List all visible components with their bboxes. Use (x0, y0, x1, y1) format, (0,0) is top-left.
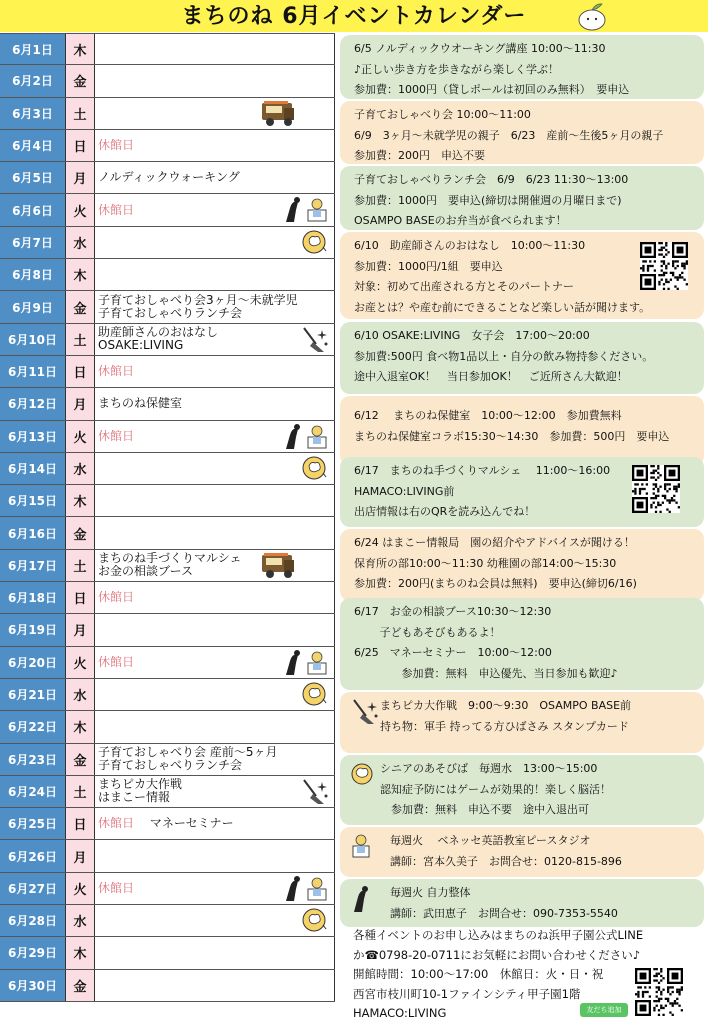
info-line: 子どもあそびもあるよ！ (354, 625, 501, 639)
weekday-cell: 火 (66, 421, 95, 452)
info-line: 参加費：1000円/1組 要申込 (354, 259, 503, 273)
info-line: 保育所の部10:00～11:30 幼稚園の部14:00～15:30 (354, 556, 617, 570)
event-label: はまこー情報 (98, 791, 171, 805)
info-line: 参加費：1000円 要申込(締切は開催週の月曜日まで) (354, 193, 622, 207)
closed-day-label: 休館日 (98, 139, 135, 153)
info-line: 出店情報は右のQRを読み込んでね！ (354, 505, 536, 518)
closed-day-label: 休館日 (98, 591, 135, 605)
info-line: 参加費：200円 申込不要 (354, 149, 485, 162)
calendar-row (0, 517, 335, 549)
info-line: まちピカ大作戦 9:00～9:30 OSAMPO BASE前 (380, 699, 632, 712)
food-truck-icon (260, 552, 298, 584)
date-cell: 6月11日 (0, 356, 66, 387)
event-cell (95, 744, 335, 775)
event-label: 子育ておしゃべり会 産前～5ヶ月 (98, 746, 278, 760)
brain-head-icon (302, 455, 328, 485)
info-line: HAMACO:LIVING前 (354, 484, 455, 498)
weekday-cell: 日 (66, 582, 95, 613)
calendar-row (0, 776, 335, 808)
event-cell (95, 776, 335, 807)
info-line: 子育ておしゃべり会 10:00～11:00 (354, 108, 531, 121)
calendar-row (0, 194, 335, 226)
info-line: 6/17 まちのね手づくりマルシェ 11:00～16:00 (354, 464, 611, 477)
info-line: OSAMPO BASEのお弁当が食べられます！ (354, 214, 567, 227)
calendar-row (0, 356, 335, 388)
qr-code[interactable] (632, 465, 680, 513)
info-line: 6/5 ノルディックウオーキング講座 10:00～11:30 (354, 42, 606, 55)
event-info-box (340, 35, 704, 99)
weekday-cell: 月 (66, 388, 95, 419)
info-line: 持ち物：軍手 持ってる方ひばさみ スタンプカード (380, 719, 629, 733)
event-info-box (340, 529, 704, 601)
info-line: 参加費：無料 申込不要 途中入退出可 (380, 803, 589, 816)
date-cell: 6月16日 (0, 517, 66, 548)
date-cell: 6月27日 (0, 873, 66, 904)
calendar-row (0, 421, 335, 453)
date-cell: 6月29日 (0, 937, 66, 968)
date-cell: 6月15日 (0, 485, 66, 516)
footer-line: か☎0798-20-0711にお気軽にお問い合わせください♪ (353, 947, 641, 962)
date-cell: 6月25日 (0, 808, 66, 839)
date-cell: 6月3日 (0, 98, 66, 129)
title-bar (0, 0, 708, 32)
event-cell (95, 162, 335, 193)
line-add-friend-badge[interactable]: 友だち追加 (580, 1003, 628, 1017)
stretch-teacher-icon (282, 875, 328, 907)
closed-day-label: 休館日 (98, 365, 135, 379)
info-line: 6/24 はまこー情報局 園の紹介やアドバイスが聞ける！ (354, 536, 635, 549)
info-line: 6/10 OSAKE:LIVING 女子会 17:00～20:00 (354, 329, 590, 342)
event-cell (95, 291, 335, 322)
weekday-cell: 日 (66, 808, 95, 839)
date-cell: 6月7日 (0, 227, 66, 258)
event-label: 子育ておしゃべりランチ会 (98, 759, 243, 773)
event-cell (95, 130, 335, 161)
senior-head-icon (350, 761, 374, 795)
info-line: 毎週火 自力整体 (390, 886, 471, 899)
event-label: 助産師さんのおはなし (98, 326, 219, 340)
sparkle-broom-icon (300, 326, 330, 358)
closed-day-label: 休館日 (98, 203, 135, 217)
weekday-cell: 金 (66, 291, 95, 322)
weekday-cell: 火 (66, 194, 95, 225)
weekday-cell: 土 (66, 550, 95, 581)
info-line: 6/10 助産師さんのおはなし 10:00～11:30 (354, 239, 586, 252)
weekday-cell: 火 (66, 873, 95, 904)
pear-mascot-icon (574, 1, 610, 31)
stretch-teacher-icon (282, 196, 328, 228)
calendar-row (0, 873, 335, 905)
food-truck-icon (260, 100, 298, 132)
event-label: お金の相談ブース (98, 565, 194, 579)
calendar-row (0, 162, 335, 194)
event-cell (95, 98, 335, 129)
footer-line: 西宮市枝川町10-1ファインシティ甲子園1階 (353, 986, 581, 1001)
info-line: 6/17 お金の相談ブース10:30～12:30 (354, 605, 552, 618)
calendar-row (0, 970, 335, 1002)
stretch-teacher-icon (282, 649, 328, 681)
event-cell (95, 227, 335, 258)
info-line: 参加費:500円 食べ物1品以上・自分の飲み物持参ください。 (354, 349, 654, 363)
brain-head-icon (302, 229, 328, 259)
brain-head-icon (302, 681, 328, 711)
footer-line: HAMACO:LIVING (353, 1006, 447, 1020)
info-line: 対象：初めて出産される方とそのパートナー (354, 280, 574, 293)
date-cell: 6月30日 (0, 970, 66, 1001)
event-info-box (340, 232, 704, 319)
footer-line: 開館時間：10:00～17:00 休館日：火・日・祝 (353, 967, 604, 981)
calendar-row (0, 324, 335, 356)
event-label: ノルディックウォーキング (98, 171, 240, 185)
calendar-row (0, 711, 335, 743)
info-line: 子育ておしゃべりランチ会 6/9 6/23 11:30～13:00 (354, 173, 629, 186)
calendar-row (0, 388, 335, 420)
info-line: 毎週火 ベネッセ英語教室ピースタジオ (390, 834, 591, 847)
weekday-cell: 水 (66, 679, 95, 710)
event-cell (95, 614, 335, 645)
info-line: シニアのあそびば 毎週水 13:00～15:00 (380, 762, 598, 775)
info-line: 途中入退室OK！ 当日参加OK！ ご近所さん大歓迎！ (354, 370, 628, 383)
stretch-teacher-icon (282, 423, 328, 455)
weekday-cell: 土 (66, 98, 95, 129)
event-info-box (340, 755, 704, 825)
event-cell (95, 970, 335, 1001)
calendar-row (0, 291, 335, 323)
event-cell (95, 905, 335, 936)
info-line: 講師：武田恵子 お問合せ：090-7353-5540 (390, 906, 618, 920)
info-line: 参加費：無料 申込優先、当日参加も歓迎♪ (354, 666, 618, 680)
weekday-cell: 木 (66, 34, 95, 64)
event-info-box (340, 101, 704, 164)
calendar-table (0, 33, 335, 1002)
date-cell: 6月14日 (0, 453, 66, 484)
event-info-box (340, 457, 704, 527)
event-cell (95, 324, 335, 355)
footer-line: 各種イベントのお申し込みはまちのね浜甲子園公式LINE (353, 928, 644, 942)
event-cell (95, 711, 335, 742)
weekday-cell: 月 (66, 840, 95, 871)
event-cell (95, 259, 335, 290)
calendar-row (0, 905, 335, 937)
stretch-person-icon (350, 885, 372, 921)
event-cell (95, 808, 335, 839)
date-cell: 6月22日 (0, 711, 66, 742)
page-title: まちのね 6月イベントカレンダー (181, 4, 527, 29)
weekday-cell: 水 (66, 905, 95, 936)
date-cell: 6月19日 (0, 614, 66, 645)
event-cell (95, 517, 335, 548)
calendar-row (0, 485, 335, 517)
info-line: 参加費：1000円（貸しポールは初回のみ無料） 要申込 (354, 83, 630, 96)
event-info-box (340, 322, 704, 394)
closed-day-label: 休館日 (98, 881, 135, 895)
weekday-cell: 日 (66, 130, 95, 161)
calendar-row (0, 614, 335, 646)
calendar-row (0, 840, 335, 872)
date-cell: 6月12日 (0, 388, 66, 419)
calendar-row (0, 453, 335, 485)
weekday-cell: 木 (66, 711, 95, 742)
weekday-cell: 金 (66, 970, 95, 1001)
event-cell (95, 356, 335, 387)
event-info-box (340, 827, 704, 877)
event-label: まちのね手づくりマルシェ (98, 552, 242, 566)
closed-day-label: 休館日 (98, 655, 135, 669)
date-cell: 6月17日 (0, 550, 66, 581)
event-label: まちのね保健室 (98, 397, 183, 411)
weekday-cell: 日 (66, 356, 95, 387)
calendar-row (0, 259, 335, 291)
calendar-row (0, 937, 335, 969)
event-info-box (340, 598, 704, 690)
event-info-box (340, 396, 704, 466)
qr-code-line[interactable] (635, 968, 683, 1016)
info-line: 認知症予防にはゲームが効果的！楽しく脳活！ (380, 782, 611, 796)
weekday-cell: 土 (66, 324, 95, 355)
info-line: 参加費：200円(まちのね会員は無料) 要申込(締切6/16) (354, 577, 637, 590)
info-line: 講師：宮本久美子 お問合せ：0120-815-896 (390, 854, 622, 868)
closed-day-label (98, 817, 334, 830)
weekday-cell: 月 (66, 162, 95, 193)
calendar-row (0, 582, 335, 614)
date-cell: 6月24日 (0, 776, 66, 807)
weekday-cell: 金 (66, 744, 95, 775)
closed-day-label: 休館日 (98, 817, 135, 831)
event-cell (95, 582, 335, 613)
qr-code[interactable] (640, 242, 688, 290)
weekday-cell: 水 (66, 227, 95, 258)
closed-day-label: 休館日 (98, 429, 135, 443)
brain-head-icon (302, 907, 328, 937)
date-cell: 6月5日 (0, 162, 66, 193)
info-line: お産とは？や産む前にできることなど楽しい話が聞けます。 (354, 300, 651, 314)
sparkle-broom-icon (350, 698, 380, 734)
weekday-cell: 火 (66, 647, 95, 678)
event-cell (95, 453, 335, 484)
weekday-cell: 金 (66, 65, 95, 96)
calendar-row (0, 808, 335, 840)
date-cell: 6月1日 (0, 34, 66, 64)
event-label: OSAKE:LIVING (98, 339, 184, 353)
date-cell: 6月18日 (0, 582, 66, 613)
calendar-row (0, 98, 335, 130)
info-line: 6/12 まちのね保健室 10:00～12:00 参加費無料 (354, 409, 622, 422)
event-cell (95, 34, 335, 64)
event-cell (95, 840, 335, 871)
date-cell: 6月10日 (0, 324, 66, 355)
date-cell: 6月20日 (0, 647, 66, 678)
event-info-box (340, 879, 704, 927)
date-cell: 6月9日 (0, 291, 66, 322)
weekday-cell: 木 (66, 485, 95, 516)
weekday-cell: 木 (66, 259, 95, 290)
info-line: まちのね保健室コラボ15:30～14:30 参加費：500円 要申込 (354, 429, 670, 443)
event-info-box (340, 166, 704, 230)
calendar-row (0, 130, 335, 162)
info-line: 6/9 3ヶ月～未就学児の親子 6/23 産前～生後5ヶ月の親子 (354, 128, 664, 142)
date-cell: 6月23日 (0, 744, 66, 775)
calendar-row (0, 33, 335, 65)
date-cell: 6月21日 (0, 679, 66, 710)
info-line: 6/25 マネーセミナー 10:00～12:00 (354, 646, 552, 659)
date-cell: 6月6日 (0, 194, 66, 225)
calendar-row (0, 65, 335, 97)
event-cell (95, 937, 335, 968)
event-label: 子育ておしゃべりランチ会 (98, 307, 243, 321)
date-cell: 6月2日 (0, 65, 66, 96)
date-cell: 6月28日 (0, 905, 66, 936)
date-cell: 6月13日 (0, 421, 66, 452)
event-label: まちピカ大作戦 (98, 778, 183, 792)
date-cell: 6月26日 (0, 840, 66, 871)
calendar-row (0, 679, 335, 711)
calendar-row (0, 647, 335, 679)
event-label: マネーセミナー (134, 817, 234, 831)
event-cell (95, 550, 335, 581)
calendar-row (0, 227, 335, 259)
info-line: ♪正しい歩き方を歩きながら楽しく学ぶ！ (354, 62, 560, 76)
weekday-cell: 木 (66, 937, 95, 968)
date-cell: 6月4日 (0, 130, 66, 161)
event-cell (95, 65, 335, 96)
event-cell (95, 485, 335, 516)
event-cell (95, 679, 335, 710)
weekday-cell: 水 (66, 453, 95, 484)
weekday-cell: 土 (66, 776, 95, 807)
event-label: 子育ておしゃべり会3ヶ月～未就学児 (98, 294, 298, 308)
weekday-cell: 金 (66, 517, 95, 548)
contact-footer (353, 926, 683, 1024)
calendar-row (0, 744, 335, 776)
teacher-icon (350, 833, 372, 867)
event-cell (95, 388, 335, 419)
sparkle-broom-icon (300, 778, 330, 810)
date-cell: 6月8日 (0, 259, 66, 290)
event-info-box (340, 692, 704, 753)
weekday-cell: 月 (66, 614, 95, 645)
calendar-row (0, 550, 335, 582)
